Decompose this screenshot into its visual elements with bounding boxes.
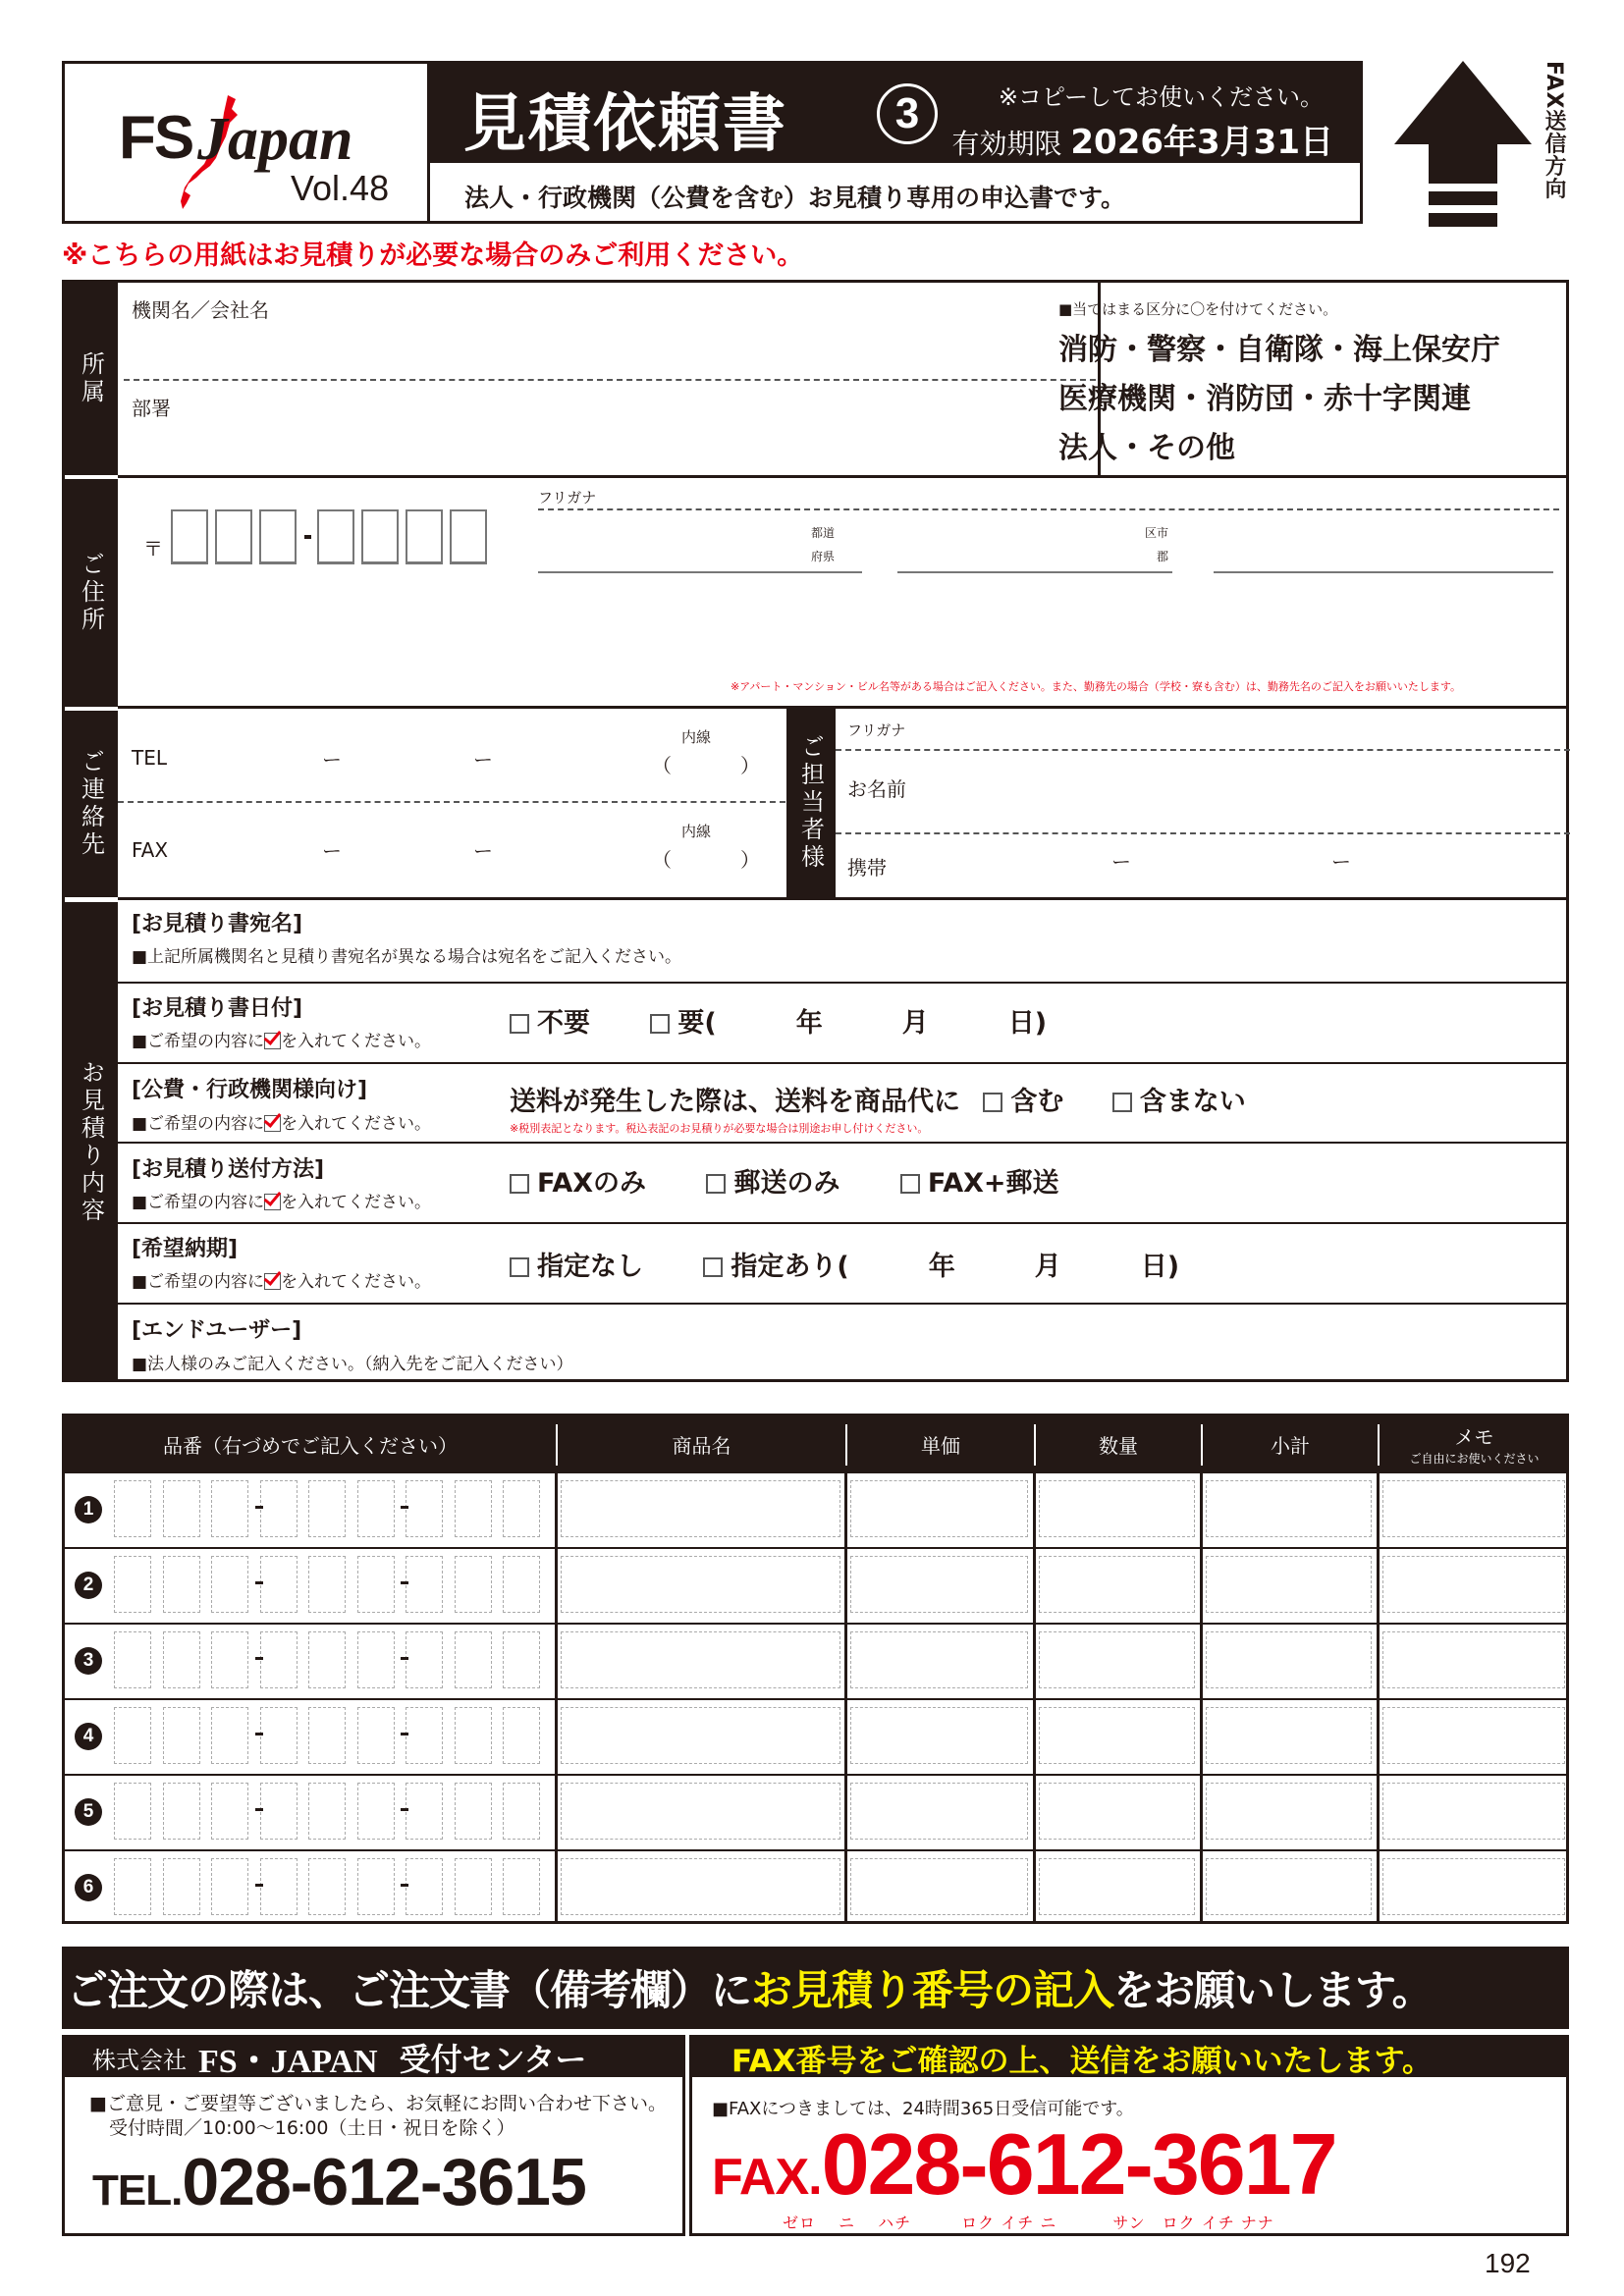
title-bar — [430, 64, 1360, 163]
hyphen — [401, 1884, 408, 1887]
row-number-badge: 4 — [75, 1723, 102, 1750]
fax-extension-field[interactable]: （ ） — [652, 848, 760, 872]
postal-digit-5[interactable] — [361, 509, 399, 564]
product-no-digit[interactable] — [211, 1480, 248, 1537]
reception-center-box — [62, 2035, 685, 2236]
end-user-note: ■法人様のみご記入ください。（納入先をご記入ください） — [132, 1355, 573, 1374]
dash: ー — [1111, 850, 1131, 874]
subtotal-cell[interactable] — [1206, 1858, 1372, 1915]
product-no-digit[interactable] — [308, 1783, 346, 1840]
department-label: 部署 — [132, 397, 171, 420]
row-number-badge: 3 — [75, 1647, 102, 1675]
item-row — [65, 1849, 1566, 1923]
product-no-digit[interactable] — [455, 1783, 492, 1840]
divider — [555, 1471, 558, 1924]
product-no-digit[interactable] — [260, 1631, 298, 1688]
product-no-digit[interactable] — [260, 1556, 298, 1613]
volume-label: Vol.48 — [291, 168, 390, 208]
dash: ー — [473, 839, 493, 863]
product-name-cell[interactable] — [561, 1707, 840, 1764]
dash: ー — [1331, 850, 1351, 874]
address-field[interactable] — [1214, 571, 1553, 573]
product-no-digit[interactable] — [163, 1631, 200, 1688]
product-no-digit[interactable] — [308, 1556, 346, 1613]
row-number-badge: 1 — [75, 1496, 102, 1523]
item-row — [65, 1698, 1566, 1772]
order-notice-banner — [62, 1947, 1569, 2029]
quote-addressee-field[interactable] — [831, 907, 1557, 976]
item-row — [65, 1774, 1566, 1847]
checkbox[interactable] — [510, 1014, 529, 1034]
product-no-digit[interactable] — [114, 1858, 151, 1915]
hyphen — [401, 1581, 408, 1584]
product-no-digit[interactable] — [357, 1480, 395, 1537]
col-product-name: 商品名 — [672, 1433, 731, 1458]
address-detail-field[interactable] — [538, 582, 1559, 680]
fax-direction-arrow-icon — [1394, 61, 1532, 228]
dash: ー — [322, 748, 342, 772]
end-user-title: [エンドユーザー] — [132, 1318, 302, 1343]
col-subtotal: 小計 — [1271, 1433, 1310, 1458]
subtotal-cell[interactable] — [1206, 1707, 1372, 1764]
quantity-cell[interactable] — [1039, 1556, 1195, 1613]
product-no-digit[interactable] — [308, 1480, 346, 1537]
dashed-divider — [118, 801, 785, 803]
product-no-digit[interactable] — [114, 1556, 151, 1613]
row-number-badge: 5 — [75, 1798, 102, 1826]
category-option[interactable]: 消防・警察・自衛隊・海上保安庁 — [1058, 333, 1500, 367]
divider — [118, 475, 1569, 478]
product-no-digit[interactable] — [308, 1858, 346, 1915]
divider — [71, 707, 112, 710]
option-mail-only[interactable]: 郵送のみ — [706, 1168, 839, 1199]
dashed-divider — [124, 379, 1096, 381]
product-no-digit[interactable] — [503, 1556, 540, 1613]
divider — [118, 706, 1569, 709]
product-no-digit[interactable] — [163, 1783, 200, 1840]
fax-info-header: FAX番号をご確認の上、送信をお願いいたします。 — [692, 2038, 1566, 2077]
memo-cell[interactable] — [1382, 1480, 1565, 1537]
section-label-affiliation: 所属 — [65, 283, 118, 475]
product-no-digit[interactable] — [503, 1858, 540, 1915]
checkbox[interactable] — [510, 1257, 529, 1277]
product-no-digit[interactable] — [114, 1707, 151, 1764]
public-funds-note: ■ご希望の内容に を入れてください。 — [132, 1114, 432, 1134]
product-name-cell[interactable] — [561, 1783, 840, 1840]
hyphen — [255, 1581, 263, 1584]
product-no-digit[interactable] — [455, 1707, 492, 1764]
product-no-digit[interactable] — [455, 1480, 492, 1537]
hyphen — [401, 1808, 408, 1811]
delivery-date-options — [510, 1245, 1230, 1283]
banner-text: ご注文の際は、ご注文書（備考欄）に — [67, 1966, 752, 2014]
banner-text: をお願いします。 — [1113, 1966, 1433, 2014]
divider — [844, 1471, 847, 1924]
copy-note: ※コピーしてお使いください。 — [998, 83, 1324, 111]
check-icon — [264, 1033, 281, 1049]
item-row — [65, 1471, 1566, 1545]
col-product-no: 品番（右づめでご記入ください） — [163, 1433, 458, 1458]
send-method-title: [お見積り送付方法] — [132, 1157, 325, 1182]
quote-addressee-note: ■上記所属機関名と見積り書宛名が異なる場合は宛名をご記入ください。 — [132, 947, 682, 967]
section-label-contact: ご連絡先 — [65, 711, 118, 897]
dash: ー — [473, 748, 493, 772]
dashed-divider — [836, 749, 1570, 751]
items-table — [62, 1414, 1569, 1924]
product-no-digit[interactable] — [163, 1707, 200, 1764]
divider — [1377, 1471, 1380, 1924]
fs-japan-logo — [65, 64, 430, 221]
divider — [118, 982, 1569, 984]
product-no-digit[interactable] — [260, 1480, 298, 1537]
product-no-digit[interactable] — [163, 1480, 200, 1537]
divider — [118, 897, 1569, 900]
divider — [118, 1222, 1569, 1224]
delivery-date-title: [希望納期] — [132, 1237, 239, 1261]
mobile-label: 携帯 — [847, 856, 887, 880]
prefecture-field[interactable] — [538, 571, 862, 573]
postal-digit-3[interactable] — [259, 509, 297, 564]
option-fax-only[interactable]: FAXのみ — [510, 1168, 646, 1199]
banner-highlight: お見積り番号の記入 — [751, 1966, 1114, 2014]
product-no-digit[interactable] — [455, 1858, 492, 1915]
send-method-options — [510, 1161, 1110, 1200]
fax-field[interactable] — [173, 828, 723, 868]
divider — [71, 898, 112, 901]
hyphen — [401, 1733, 408, 1735]
option-not-needed[interactable]: 不要 — [510, 1008, 590, 1039]
product-no-digit[interactable] — [406, 1480, 443, 1537]
checkbox[interactable] — [900, 1174, 920, 1194]
memo-cell[interactable] — [1382, 1707, 1565, 1764]
tel-field[interactable] — [173, 734, 723, 774]
valid-label: 有効期限 — [951, 128, 1062, 160]
usage-notice: ※こちらの用紙はお見積りが必要な場合のみご利用ください。 — [62, 240, 804, 271]
end-user-field[interactable] — [693, 1309, 1557, 1378]
fax-note: ■FAXにつきましては、24時間365日受信可能です。 — [712, 2099, 1134, 2119]
product-no-digit[interactable] — [357, 1858, 395, 1915]
tel-label: TEL — [132, 746, 167, 770]
memo-cell[interactable] — [1382, 1556, 1565, 1613]
col-memo: メモ ご自由にお使いください — [1409, 1425, 1540, 1466]
items-table-header — [65, 1416, 1566, 1471]
memo-cell[interactable] — [1382, 1783, 1565, 1840]
reception-center-header — [65, 2038, 682, 2080]
product-no-digit[interactable] — [406, 1707, 443, 1764]
product-no-digit[interactable] — [163, 1858, 200, 1915]
product-no-digit[interactable] — [114, 1783, 151, 1840]
product-no-digit[interactable] — [260, 1707, 298, 1764]
product-no-digit[interactable] — [211, 1858, 248, 1915]
section-label-person: ご担当者様 — [786, 708, 836, 897]
category-note: ■当てはまる区分に〇を付けてください。 — [1058, 300, 1338, 318]
unit-price-cell[interactable] — [850, 1556, 1028, 1613]
product-no-digit[interactable] — [406, 1858, 443, 1915]
fax-number[interactable]: FAX.028-612-3617 — [712, 2115, 1336, 2213]
department-field[interactable] — [124, 383, 1096, 471]
product-no-digit[interactable] — [357, 1631, 395, 1688]
product-no-digit[interactable] — [211, 1783, 248, 1840]
option-with-date[interactable]: 指定あり( 年 月 日) — [703, 1252, 1179, 1282]
form-number-badge: 3 — [877, 83, 938, 144]
product-no-digit[interactable] — [211, 1707, 248, 1764]
org-name-field[interactable] — [124, 291, 1096, 377]
page-title: 見積依頼書 — [463, 88, 787, 161]
unit-price-cell[interactable] — [850, 1707, 1028, 1764]
row-number-badge: 6 — [75, 1874, 102, 1901]
hyphen — [255, 1808, 263, 1811]
quote-date-options — [510, 1001, 1098, 1040]
option-exclude[interactable]: 含まない — [1112, 1087, 1246, 1117]
category-option[interactable]: 法人・その他 — [1058, 431, 1235, 465]
product-name-cell[interactable] — [561, 1631, 840, 1688]
product-no-digit[interactable] — [211, 1631, 248, 1688]
checkbox[interactable] — [703, 1257, 723, 1277]
checkbox[interactable] — [1112, 1093, 1132, 1112]
section-label-address: ご住所 — [65, 479, 118, 707]
subtotal-cell[interactable] — [1206, 1556, 1372, 1613]
product-no-digit[interactable] — [357, 1556, 395, 1613]
city-label: 区市 郡 — [1145, 526, 1169, 563]
tax-note: ※税別表記となります。税込表記のお見積りが必要な場合は別途お申し付けください。 — [510, 1122, 929, 1135]
category-option[interactable]: 医療機関・消防団・赤十字関連 — [1058, 382, 1471, 416]
product-no-digit[interactable] — [503, 1707, 540, 1764]
page-number: 192 — [1485, 2248, 1531, 2278]
tel-number[interactable]: TEL.028-612-3615 — [92, 2145, 586, 2219]
center-name: 受付センター — [399, 2041, 587, 2078]
product-no-digit[interactable] — [406, 1631, 443, 1688]
memo-cell[interactable] — [1382, 1631, 1565, 1688]
fax-label: FAX — [132, 838, 169, 862]
product-name-cell[interactable] — [561, 1858, 840, 1915]
shipping-question: 送料が発生した際は、送料を商品代に — [510, 1087, 960, 1117]
unit-price-cell[interactable] — [850, 1783, 1028, 1840]
quantity-cell[interactable] — [1039, 1480, 1195, 1537]
name-label: お名前 — [847, 777, 906, 801]
checkbox[interactable] — [650, 1014, 670, 1034]
quote-addressee-title: [お見積り書宛名] — [132, 912, 303, 936]
quote-date-title: [お見積り書日付] — [132, 996, 303, 1021]
item-row — [65, 1623, 1566, 1696]
quote-date-note: ■ご希望の内容に を入れてください。 — [132, 1032, 432, 1051]
validity — [950, 115, 1333, 163]
subtotal-cell[interactable] — [1206, 1783, 1372, 1840]
tel-extension-field[interactable]: （ ） — [652, 754, 760, 777]
public-funds-title: [公費・行政機関様向け] — [132, 1078, 368, 1102]
product-no-digit[interactable] — [211, 1556, 248, 1613]
col-quantity: 数量 — [1099, 1433, 1138, 1458]
product-no-digit[interactable] — [406, 1556, 443, 1613]
address-note: ※アパート・マンション・ビル名等がある場合はご記入ください。また、勤務先の場合（学校・寮も含む）は、勤務先名のご記入をお願いいたします。 — [731, 680, 1461, 693]
unit-price-cell[interactable] — [850, 1631, 1028, 1688]
product-no-digit[interactable] — [455, 1556, 492, 1613]
person-furigana-label: フリガナ — [847, 721, 906, 739]
divider — [1033, 1471, 1036, 1924]
org-name-label: 機関名／会社名 — [132, 298, 269, 322]
company-prefix: 株式会社 — [92, 2046, 187, 2074]
dash: ー — [322, 839, 342, 863]
fax-number-reading: ゼロ ニ ハチ ロク イチ ニ サン ロク イチ ナナ — [783, 2214, 1274, 2232]
subtotal-cell[interactable] — [1206, 1631, 1372, 1688]
product-no-digit[interactable] — [455, 1631, 492, 1688]
quantity-cell[interactable] — [1039, 1707, 1195, 1764]
quantity-cell[interactable] — [1039, 1783, 1195, 1840]
request-form — [62, 280, 1569, 1382]
row-number-badge: 2 — [75, 1572, 102, 1599]
divider — [118, 1303, 1569, 1305]
check-icon — [264, 1194, 281, 1210]
memo-cell[interactable] — [1382, 1858, 1565, 1915]
subtotal-cell[interactable] — [1206, 1480, 1372, 1537]
hyphen — [255, 1657, 263, 1660]
postal-digit-1[interactable] — [171, 509, 208, 564]
hyphen — [255, 1884, 263, 1887]
checkbox[interactable] — [706, 1174, 726, 1194]
delivery-date-note: ■ご希望の内容に を入れてください。 — [132, 1272, 432, 1292]
hyphen — [255, 1733, 263, 1735]
product-no-digit[interactable] — [260, 1858, 298, 1915]
city-field[interactable] — [897, 571, 1172, 573]
dashed-divider — [538, 508, 1559, 510]
product-no-digit[interactable] — [260, 1783, 298, 1840]
option-fax-mail[interactable]: FAX+郵送 — [900, 1168, 1059, 1199]
postal-mark: 〒 — [143, 537, 163, 561]
product-no-digit[interactable] — [503, 1480, 540, 1537]
product-no-digit[interactable] — [308, 1707, 346, 1764]
product-no-digit[interactable] — [114, 1631, 151, 1688]
checkbox[interactable] — [983, 1093, 1002, 1112]
name-field[interactable] — [929, 754, 1557, 828]
product-name-cell[interactable] — [561, 1480, 840, 1537]
option-needed[interactable]: 要( 年 月 日) — [650, 1008, 1047, 1039]
unit-price-cell[interactable] — [850, 1858, 1028, 1915]
section-label-quote: お見積り内容 — [65, 902, 118, 1382]
quantity-cell[interactable] — [1039, 1631, 1195, 1688]
fax-info-box — [689, 2035, 1569, 2236]
send-method-note: ■ご希望の内容に を入れてください。 — [132, 1193, 432, 1212]
logo-japan-text: Japan — [197, 106, 353, 173]
company-brand: FS・JAPAN — [198, 2043, 378, 2080]
quantity-cell[interactable] — [1039, 1858, 1195, 1915]
hyphen — [401, 1506, 408, 1509]
product-no-digit[interactable] — [357, 1707, 395, 1764]
product-no-digit[interactable] — [503, 1631, 540, 1688]
reception-note: ■ご意見・ご要望等ございましたら、お気軽にお問い合わせ下さい。 受付時間／10:00〜16:00（土日・祝日を除く） — [89, 2093, 667, 2139]
check-icon — [264, 1115, 281, 1132]
divider — [1200, 1471, 1203, 1924]
option-include[interactable]: 含む — [983, 1087, 1063, 1117]
address-furigana-label: フリガナ — [538, 489, 597, 507]
product-no-digit[interactable] — [114, 1480, 151, 1537]
extension-label: 内線 — [681, 823, 712, 840]
postal-digit-2[interactable] — [215, 509, 252, 564]
dashed-divider — [836, 832, 1570, 834]
divider — [118, 1142, 1569, 1144]
postal-digit-6[interactable] — [406, 509, 443, 564]
product-no-digit[interactable] — [503, 1783, 540, 1840]
subtitle: 法人・行政機関（公費を含む）お見積り専用の申込書です。 — [464, 184, 1126, 212]
fax-direction-label: FAX送信方向 — [1542, 61, 1566, 200]
divider — [118, 1062, 1569, 1064]
form-header — [62, 61, 1363, 224]
shipping-options — [510, 1080, 1297, 1118]
checkbox[interactable] — [510, 1174, 529, 1194]
option-no-date[interactable]: 指定なし — [510, 1252, 643, 1282]
product-no-digit[interactable] — [357, 1783, 395, 1840]
logo-fs-text: FS — [119, 104, 193, 172]
col-unit-price: 単価 — [921, 1433, 960, 1458]
item-row — [65, 1547, 1566, 1621]
prefecture-label: 都道 府県 — [811, 526, 836, 563]
mobile-field[interactable] — [909, 840, 1557, 889]
postal-digit-7[interactable] — [450, 509, 487, 564]
product-no-digit[interactable] — [308, 1631, 346, 1688]
valid-date: 2026年3月31日 — [1070, 123, 1333, 162]
postal-digit-4[interactable] — [317, 509, 354, 564]
product-no-digit[interactable] — [163, 1556, 200, 1613]
check-icon — [264, 1273, 281, 1290]
hyphen — [255, 1506, 263, 1509]
postal-hyphen — [304, 535, 311, 539]
unit-price-cell[interactable] — [850, 1480, 1028, 1537]
extension-label: 内線 — [681, 728, 712, 746]
product-name-cell[interactable] — [561, 1556, 840, 1613]
hyphen — [401, 1657, 408, 1660]
product-no-digit[interactable] — [406, 1783, 443, 1840]
category-list — [1058, 326, 1500, 473]
